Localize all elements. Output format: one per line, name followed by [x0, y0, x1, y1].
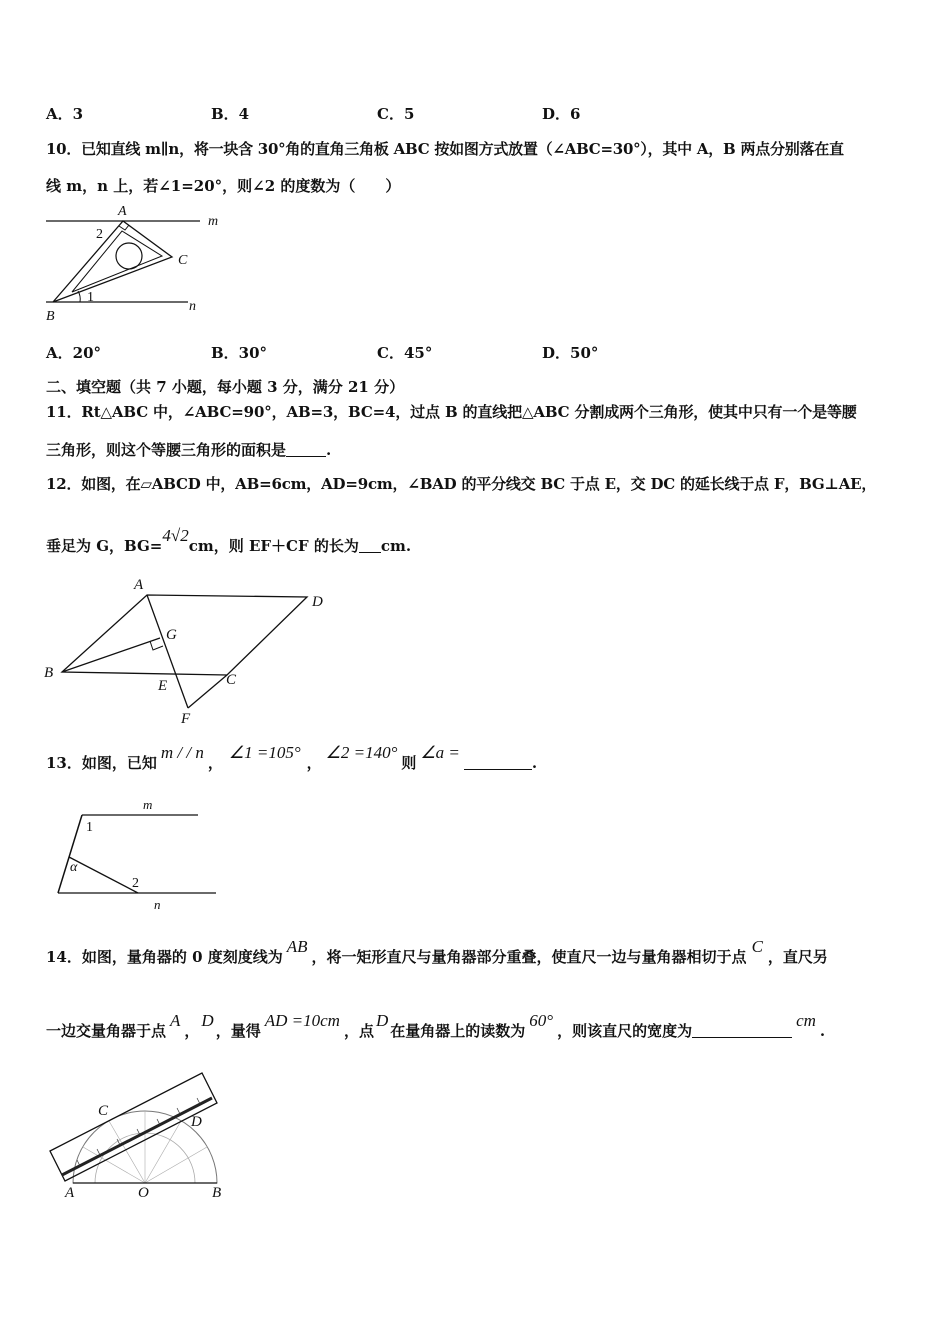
q10-option-b: B．30°	[211, 344, 268, 362]
q10-label-c: C	[178, 253, 188, 268]
q12-label-e: E	[158, 678, 168, 694]
q14-text-2c: ，点	[343, 1022, 374, 1040]
q10-angle1-arc	[78, 291, 80, 302]
q14-figure	[40, 1065, 240, 1205]
q10-figure	[40, 200, 240, 325]
q14-c: C	[751, 937, 763, 956]
q14-ruler-ticks	[77, 1098, 200, 1166]
q14-label-a: A	[65, 1185, 75, 1201]
q13-blank	[464, 755, 532, 770]
q12-figure	[40, 575, 340, 730]
q13-text	[46, 743, 538, 773]
q13-end: .	[531, 754, 538, 772]
q11-text-line2	[46, 439, 331, 460]
q14-text-2a: 一边交量角器于点	[46, 1022, 167, 1040]
q13-then: 则	[401, 754, 417, 772]
q14-text-line2	[46, 1011, 826, 1041]
q10-label-m: m	[208, 214, 219, 229]
q12-segment-cf	[188, 675, 227, 708]
q10-label-a: A	[118, 204, 127, 219]
q10-text-line1: 10．已知直线 m∥n，将一块含 30°角的直角三角板 ABC 按如图方式放置（∠ABC=30°），其中 A，B 两点分别落在直	[46, 140, 844, 158]
q10-option-d: D．50°	[542, 344, 599, 362]
q14-label-c: C	[98, 1103, 109, 1119]
q10-text-line2: 线 m，n 上，若∠1=20°，则∠2 的度数为（ ）	[46, 177, 401, 195]
q13-prefix: 13．如图，已知	[46, 754, 157, 772]
q12-label-f: F	[181, 711, 191, 727]
q14-label-b: B	[212, 1185, 222, 1201]
q14-text-2d: 在量角器上的读数为	[390, 1022, 526, 1040]
q11-text-b: .	[326, 441, 332, 459]
q12-right-angle-mark	[150, 641, 163, 650]
q13-figure	[50, 795, 220, 915]
q9-option-d: D．6	[542, 105, 581, 123]
q12-text-b: cm，则 EF＋CF 的长为	[188, 537, 359, 555]
q14-unit: cm	[796, 1011, 816, 1030]
q11-text-line1: 11．Rt△ABC 中，∠ABC=90°，AB=3，BC=4，过点 B 的直线把△ABC 分割成两个三角形，使其中只有一个是等腰	[46, 403, 857, 421]
q13-segment-diag	[69, 857, 138, 893]
q12-text-a: 垂足为 G，BG=	[46, 537, 163, 555]
q12-blank	[359, 538, 381, 553]
q10-label-n: n	[189, 299, 196, 314]
q14-text-2b: ，量得	[215, 1022, 261, 1040]
q13-cond-parallel: m / / n	[160, 743, 204, 762]
q14-d2: D	[375, 1011, 389, 1030]
q9-option-c: C．5	[377, 105, 415, 123]
q14-text-1b: ，将一矩形直尺与量角器部分重叠，使直尺一边与量角器相切于点	[311, 948, 747, 966]
q14-text-line1	[46, 937, 828, 967]
q14-a: A	[170, 1011, 181, 1030]
q10-right-angle-mark	[119, 225, 129, 230]
q9-option-a: A．3	[46, 105, 84, 123]
q14-label-d: D	[191, 1114, 202, 1130]
q12-label-c: C	[226, 672, 237, 688]
q13-cond-angle1: ∠1 =105°	[228, 743, 301, 762]
q11-text-a: 三角形，则这个等腰三角形的面积是	[46, 441, 287, 459]
q14-text-1c: ，直尺另	[767, 948, 828, 966]
q14-text-1a: 14．如图，量角器的 0 度刻度线为	[46, 948, 283, 966]
q10-option-a: A．20°	[46, 344, 102, 362]
q14-end: .	[819, 1022, 826, 1040]
section2-heading: 二、填空题（共 7 小题，每小题 3 分，满分 21 分）	[46, 378, 405, 396]
q13-label-n: n	[154, 897, 161, 912]
q12-label-b: B	[44, 665, 54, 681]
q12-text-line2	[46, 526, 412, 556]
q12-label-g: G	[166, 627, 177, 643]
q12-bg-value: 4√2	[162, 526, 189, 545]
q10-option-c: C．45°	[377, 344, 433, 362]
q12-label-a: A	[134, 577, 144, 593]
q13-ask: ∠a =	[420, 743, 460, 762]
q10-label-b: B	[46, 309, 55, 324]
q10-label-1: 1	[87, 290, 94, 305]
q13-label-alpha: α	[70, 860, 78, 875]
q14-label-o: O	[138, 1185, 149, 1201]
q14-blank	[692, 1023, 792, 1038]
q9-option-b: B．4	[211, 105, 250, 123]
q13-comma-1: ，	[207, 754, 223, 772]
q14-text-2e: ，则该直尺的宽度为	[557, 1022, 693, 1040]
q13-cond-angle2: ∠2 =140°	[325, 743, 398, 762]
q13-label-m: m	[143, 797, 153, 812]
q12-text-line1: 12．如图，在▱ABCD 中，AB=6cm，AD=9cm，∠BAD 的平分线交 BC 于点 E，交 DC 的延长线于点 F，BG⊥AE，	[46, 475, 877, 493]
q14-deg: 60°	[529, 1011, 554, 1030]
q10-label-2: 2	[96, 227, 103, 242]
q14-ad-eq: AD =10cm	[264, 1011, 340, 1030]
q13-segment-left	[58, 815, 82, 893]
q10-inner-circle	[116, 243, 142, 269]
q12-segment-bg	[62, 638, 160, 672]
q14-ab: AB	[286, 937, 308, 956]
q12-segment-af	[147, 595, 188, 708]
q13-label-2: 2	[132, 876, 139, 891]
q11-blank	[286, 442, 326, 457]
q10-triangle	[53, 221, 172, 302]
q13-comma-2: ，	[306, 754, 322, 772]
q12-parallelogram	[62, 595, 307, 675]
q12-text-c: cm.	[380, 537, 412, 555]
q14-ruler-scale	[62, 1098, 212, 1175]
q13-label-1: 1	[86, 820, 93, 835]
q12-label-d: D	[312, 594, 323, 610]
q14-d: D	[201, 1011, 214, 1030]
q14-sep: ，	[184, 1022, 200, 1040]
